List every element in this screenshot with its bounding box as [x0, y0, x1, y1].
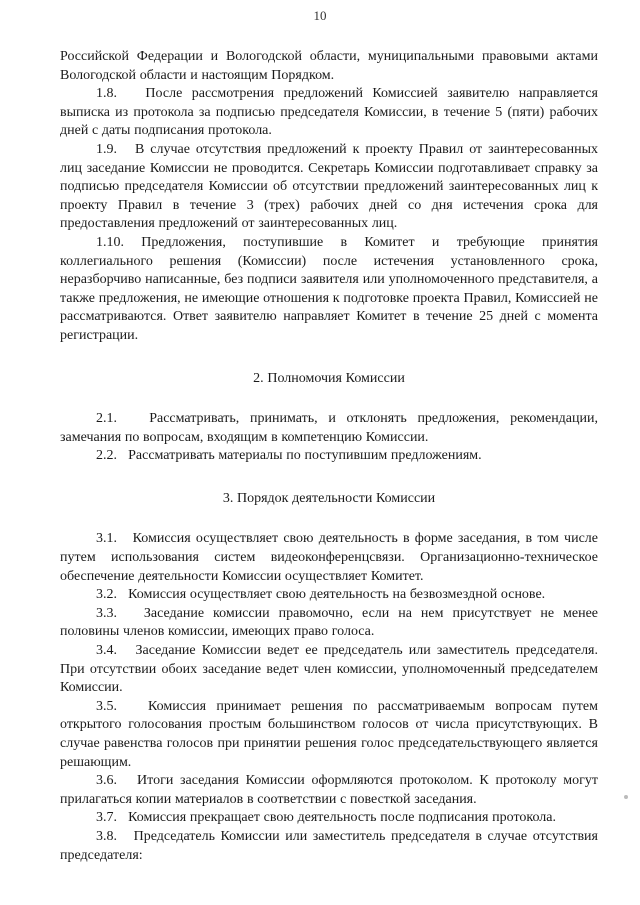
paragraph-3-2: 3.2. Комиссия осуществляет свою деятельность на безвозмездной основе.	[96, 587, 546, 603]
section-heading-3: 3. Порядок деятельности Комиссии	[222, 490, 436, 506]
paragraph-continuation: Российской Федерации и Вологодской области, муниципальными правовыми актами Вологодской области и настоящим Порядком.	[60, 49, 598, 83]
paragraph-2-1: 2.1. Рассматривать, принимать, и отклонять предложения, рекомендации, замечания по вопросам, входящим в компетенцию Комиссии.	[60, 411, 598, 445]
paragraph-1-10: 1.10. Предложения, поступившие в Комитет и требующие принятия коллегиального решения (Комиссии) после истечения установленного срока, неразборчиво написанные, без подписи заявителя или уполномоченного представителя, а также предложения, не имеющие отношения к подготовке проекта Правил, Комиссией не рассматриваются. Ответ заявителю направляет Комитет в течение 25 дней с момента регистрации.	[60, 234, 598, 343]
document-body	[60, 48, 598, 865]
paragraph-3-4: 3.4. Заседание Комиссии ведет ее председатель или заместитель председателя. При отсутствии обоих заседание ведет член комиссии, уполномоченный председателем Комиссии.	[60, 643, 598, 696]
paragraph-3-6: 3.6. Итоги заседания Комиссии оформляются протоколом. К протоколу могут прилагаться копии материалов в соответствии с повесткой заседания.	[60, 773, 598, 807]
paragraph-2-2: 2.2. Рассматривать материалы по поступившим предложениям.	[96, 448, 482, 464]
section-heading-2: 2. Полномочия Комиссии	[253, 370, 405, 386]
paragraph-3-7: 3.7. Комиссия прекращает свою деятельность после подписания протокола.	[96, 810, 556, 826]
scan-speck	[624, 795, 628, 799]
page-number: 10	[313, 8, 327, 23]
paragraph-1-9: 1.9. В случае отсутствия предложений к проекту Правил от заинтересованных лиц заседание Комиссии не проводится. Секретарь Комиссии подготавливает справку за подписью председателя Комиссии об отсутствии предложений заинтересованных лиц к проекту Правил в течение 3 (трех) рабочих дней со дня истечения срока для предоставления предложений от заинтересованных лиц.	[60, 141, 598, 232]
paragraph-3-1: 3.1. Комиссия осуществляет свою деятельность в форме заседания, в том числе путем использования систем видеоконференцсвязи. Организационно-техническое обеспечение деятельности Комиссии осуществляет Комитет.	[60, 531, 598, 584]
paragraph-3-8: 3.8. Председатель Комиссии или заместитель председателя в случае отсутствия председателя:	[60, 828, 598, 863]
paragraph-3-3: 3.3. Заседание комиссии правомочно, если на нем присутствует не менее половины членов комиссии, имеющих право голоса.	[60, 605, 598, 640]
paragraph-1-8: 1.8. После рассмотрения предложений Комиссией заявителю направляется выписка из протокола за подписью председателя Комиссии, в течение 5 (пяти) рабочих дней с даты подписания протокола.	[60, 86, 598, 139]
paragraph-3-5: 3.5. Комиссия принимает решения по рассматриваемым вопросам путем открытого голосования простым большинством голосов от числа присутствующих. В случае равенства голосов при принятии решения голос председательствующего является решающим.	[60, 698, 598, 770]
